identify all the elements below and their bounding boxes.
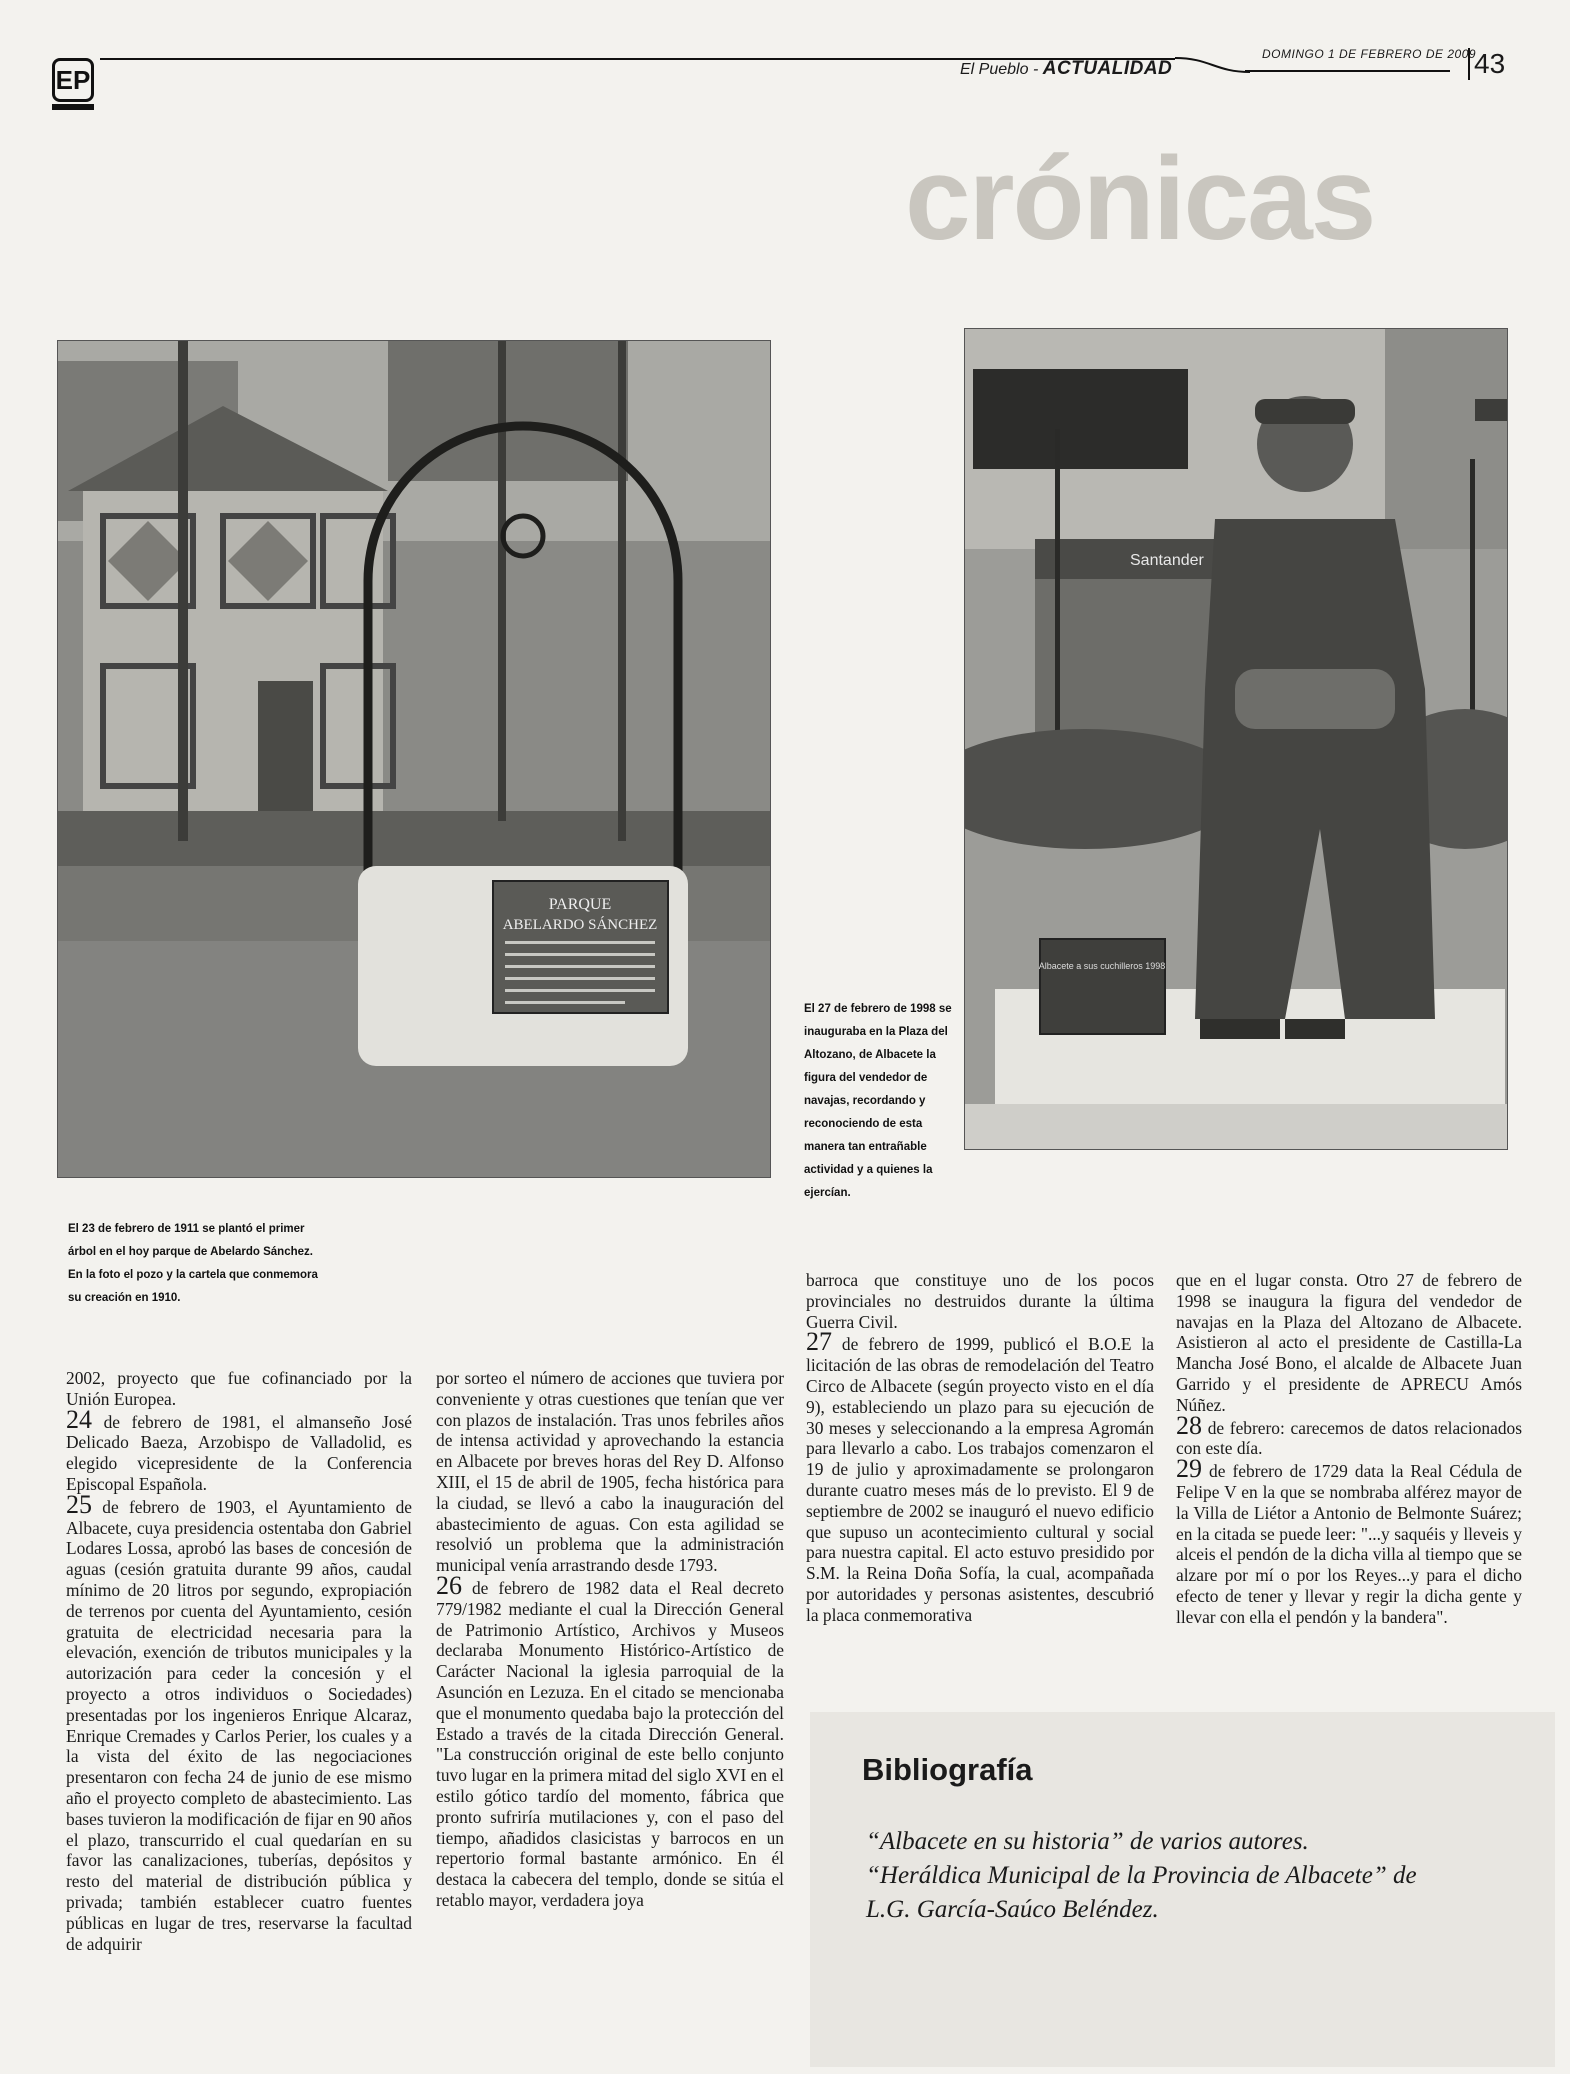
day-number: 28 <box>1176 1410 1202 1440</box>
paragraph-text: de febrero de 1729 data la Real Cédula de Felipe V en la que se nombraba alférez mayor de la Villa de Liétor a Antonio de Belmonte Suárez; en la citada se puede leer: "...y saquéis y lleveis y alceis el pendón de la dicha villa al tiempo que se alzare por mí o por los Reyes...y para el dicho efecto de tener y llevar y regir la dicha gente y llevar con ella el pendón y la bandera". <box>1176 1461 1522 1627</box>
bibliography-title: Bibliografía <box>862 1752 1033 1787</box>
paragraph-text: de febrero de 1999, publicó el B.O.E la licitación de las obras de remodelación del Teatro Circo de Albacete (según proyecto visto en el día 9), estableciendo un plazo para su ejecución de 30 meses y seleccionando a la empresa Agromán para llevarlo a cabo. Los trabajos comenzaron el 19 de julio y aproximadamente se prolongaron durante cuatro meses más de lo previsto. El 9 de septiembre de 2002 se inauguró el nuevo edificio que supuso un acontecimiento cultural y social para nuestra capital. El acto estuvo presidido por S.M. la Reina Doña Sofía, la cual, acompañada por autoridades y personas asistentes, descubrió la placa conmemorativa <box>806 1334 1154 1625</box>
paragraph-text: de febrero: carecemos de datos relacionados con este día. <box>1176 1417 1522 1459</box>
photo-park-well <box>57 340 771 1178</box>
paragraph <box>66 1489 412 1955</box>
section-name: ACTUALIDAD <box>1042 58 1173 79</box>
paragraph <box>806 1327 1154 1625</box>
paragraph <box>1176 1270 1522 1416</box>
bibliography-entry: L.G. García-Saúco Beléndez. <box>866 1896 1159 1923</box>
paragraph <box>436 1570 784 1911</box>
issue-date: DOMINGO 1 DE FEBRERO DE 2009 <box>1262 47 1477 61</box>
day-number: 27 <box>806 1327 832 1357</box>
section-banner: crónicas <box>905 133 1375 265</box>
paragraph-text: de febrero de 1982 data el Real decreto 779/1982 mediante el cual la Dirección General de Patrimonio Artístico, Archivos y Museos declaraba Monumento Histórico-Artístico de Carácter Nacional la iglesia parroquial de la Asunción en Lezuza. En el citado se mencionaba que el monumento quedaba bajo la protección del Estado a través de la citada Dirección General. "La construcción original de este bello conjunto tuvo lugar en la primera mitad del siglo XVI en el estilo gótico tardío del momento, fábrica que pronto sufriría mutilaciones y, con el paso del tiempo, añadidos clasicistas y barrocos en un repertorio formal bastante armónico. En él destaca la cabecera del templo, donde se sitúa el retablo mayor, verdadera joya <box>436 1577 784 1910</box>
plaque-title-1: PARQUE <box>548 896 612 913</box>
paragraph <box>436 1368 784 1576</box>
day-number: 26 <box>436 1570 462 1600</box>
day-number: 24 <box>66 1404 92 1434</box>
bibliography-entry: “Albacete en su historia” de varios autores. <box>866 1828 1309 1855</box>
publication-name: El Pueblo - <box>960 61 1043 78</box>
photo-knife-seller-statue <box>964 328 1508 1150</box>
paragraph-text: de febrero de 1981, el almanseño José Delicado Baeza, Arzobispo de Valladolid, es elegido vicepresidente de la Conferencia Episcopal Española. <box>66 1411 412 1494</box>
section-label <box>960 58 1172 80</box>
paragraph <box>806 1270 1154 1332</box>
paragraph <box>1176 1454 1522 1627</box>
column-4 <box>1176 1270 1522 1628</box>
paragraph-text: por sorteo el número de acciones que tuviera por conveniente y otras cuestiones que tenían que ver con plazos de instalación. Tras unos febriles años de intensa actividad y aprovechando la estancia en Albacete por breves horas del Rey D. Alfonso XIII, el 15 de abril de 1905, fecha histórica para la ciudad, se llevó a cabo la inauguración del abastecimiento de aguas. Con esta agilidad se resolvió un problema que la administración municipal venía arrastrando desde 1793. <box>436 1368 784 1576</box>
plaque-title-2: ABELARDO SÁNCHEZ <box>502 917 658 933</box>
paragraph-text: barroca que constituye uno de los pocos provinciales no destruidos durante la última Guerra Civil. <box>806 1270 1154 1332</box>
column-2 <box>436 1368 784 1911</box>
logo-underline <box>52 104 94 110</box>
date-rule <box>1245 70 1450 72</box>
bank-sign: Santander <box>1130 552 1204 569</box>
day-number: 25 <box>66 1489 92 1519</box>
paragraph-text: 2002, proyecto que fue cofinanciado por la Unión Europea. <box>66 1368 412 1409</box>
column-3 <box>806 1270 1154 1626</box>
statue-plaque: Albacete a sus cuchilleros 1998 <box>1038 961 1166 971</box>
photo-caption-right: El 27 de febrero de 1998 se inauguraba en la Plaza del Altozano, de Albacete la figura del vendedor de navajas, recordando y reconociendo de esta manera tan entrañable actividad y a quienes la ejercían. <box>804 1003 952 1199</box>
paragraph-text: que en el lugar consta. Otro 27 de febrero de 1998 se inaugura la figura del vendedor de navajas en la Plaza del Altozano de Albacete. Asistieron al acto el presidente de Castilla-La Mancha José Bono, el alcalde de Albacete Juan Garrido y el presidente de APRECU Amós Núñez. <box>1176 1270 1522 1415</box>
paragraph <box>66 1404 412 1495</box>
paragraph <box>1176 1410 1522 1460</box>
day-number: 29 <box>1176 1454 1202 1484</box>
photo-caption-left: El 23 de febrero de 1911 se plantó el primer árbol en el hoy parque de Abelardo Sánchez. En la foto el pozo y la cartela que conmemora su creación en 1910. <box>68 1223 318 1304</box>
column-1 <box>66 1368 412 1954</box>
page-number: 43 <box>1468 48 1505 80</box>
paragraph <box>66 1368 412 1410</box>
bibliography-entry: “Heráldica Municipal de la Provincia de Albacete” de <box>866 1862 1417 1889</box>
paragraph-text: de febrero de 1903, el Ayuntamiento de Albacete, cuya presidencia ostentaba don Gabriel Lodares Lossa, aprobó las bases de concesión de aguas (cesión gratuita durante 99 años, caudal mínimo de 20 litros por segundo, expropiación de terrenos por cuenta del Ayuntamiento, cesión gratuita de electricidad necesaria para la elevación, exención de tributos municipales y la autorización para ceder la concesión y el proyecto a otros individuos o Sociedades) presentadas por los ingenieros Enrique Alcaraz, Enrique Cremades y Carlos Perier, los cuales y a la vista del éxito de las negociaciones presentaron con fecha 24 de junio de ese mismo año el proyecto completo de abastecimiento. Las bases tuvieron la modificación de fijar en 90 años el plazo, transcurrido el cual quedarían en su favor las canalizaciones, tuberías, depósitos y resto del material de distribución pública y privada; también establecer cuatro fuentes públicas en lugar de tres, reservarse la facultad de adquirir <box>66 1496 412 1954</box>
logo-text: EP <box>55 64 91 95</box>
publication-logo <box>52 58 94 102</box>
